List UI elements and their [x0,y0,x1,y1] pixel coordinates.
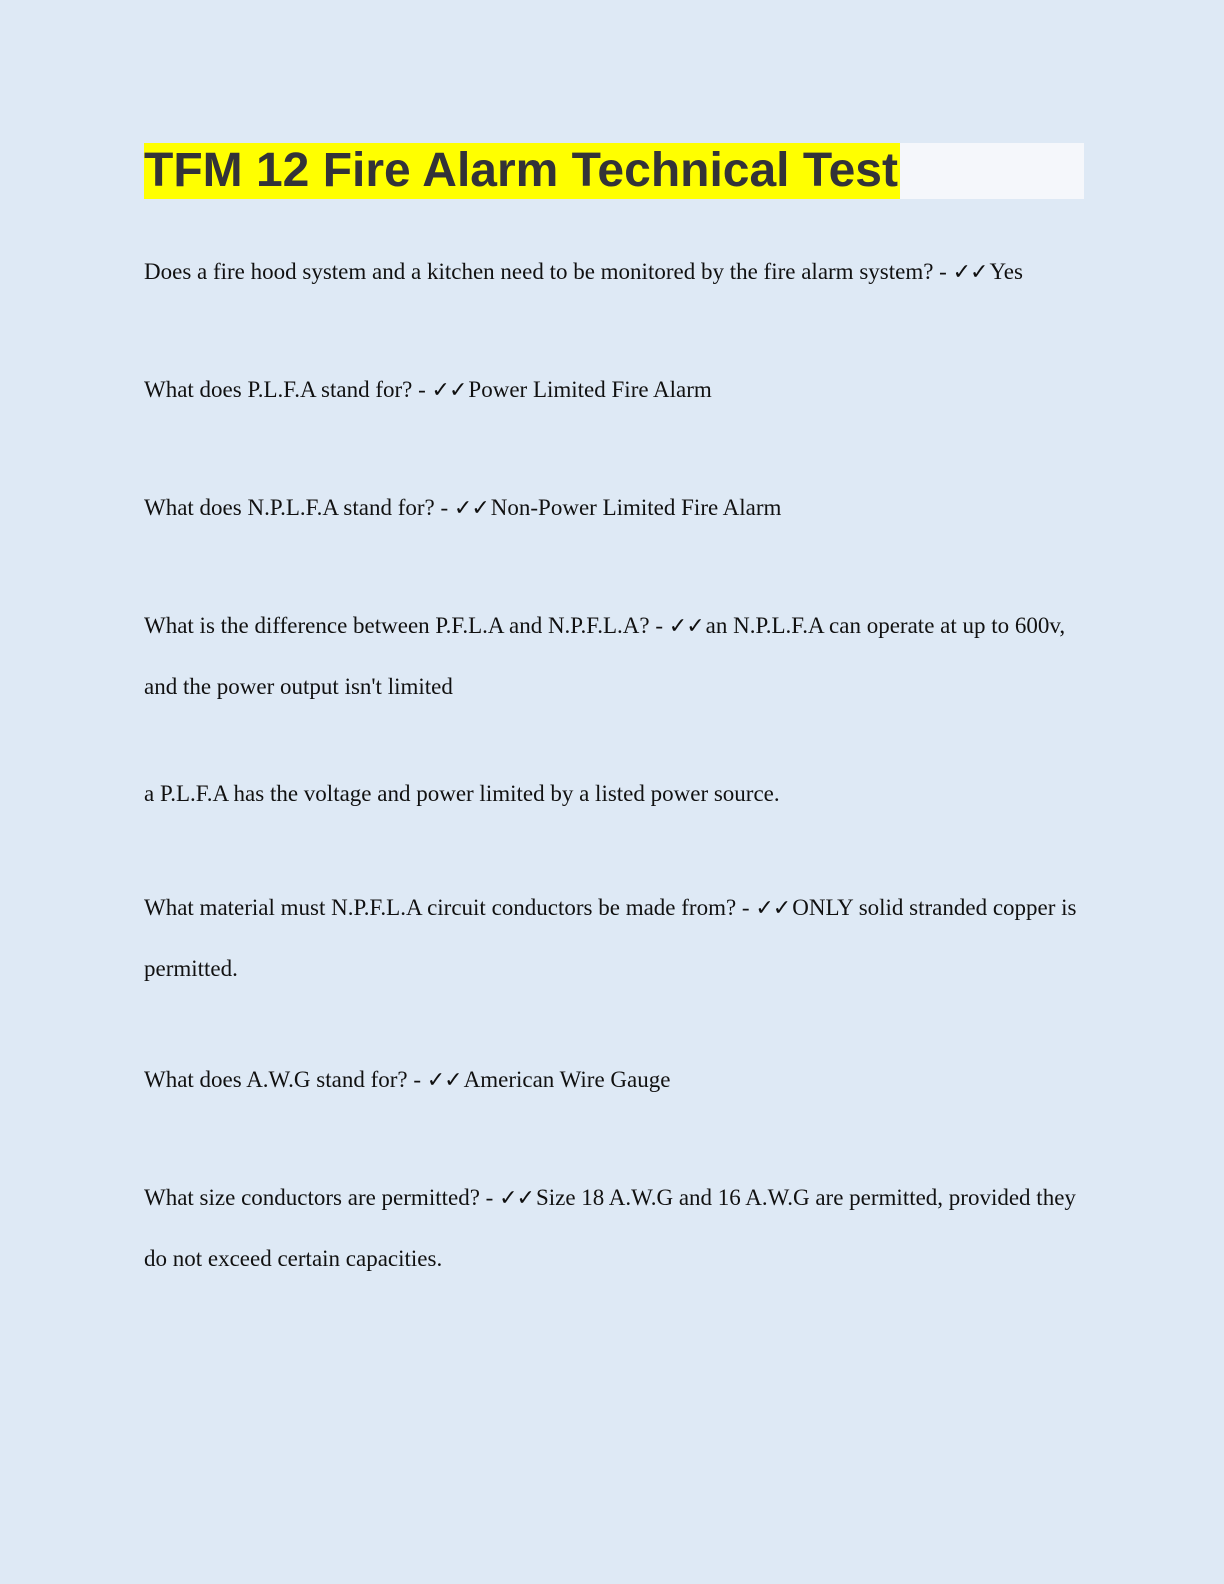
double-check-icon: ✓✓ [431,378,467,403]
qa-item-4-continuation: a P.L.F.A has the voltage and power limited by a listed power source. [144,781,780,806]
answer-text: ONLY solid stranded copper is permitted. [144,895,1077,981]
answer-text: an N.P.L.F.A can operate at up to 600v, and the power output isn't limited [144,613,1066,699]
question-text: Does a fire hood system and a kitchen need to be monitored by the fire alarm system? - [144,259,953,284]
answer-text: Yes [989,259,1023,284]
qa-item-3 [144,478,1084,539]
question-text: What is the difference between P.F.L.A and N.P.F.L.A? - [144,613,669,638]
qa-item-2 [144,360,1084,421]
question-text: What material must N.P.F.L.A circuit conductors be made from? - [144,895,756,920]
double-check-icon: ✓✓ [426,1068,462,1093]
double-check-icon: ✓✓ [668,614,704,639]
double-check-icon: ✓✓ [453,496,489,521]
question-text: What does N.P.L.F.A stand for? - [144,495,454,520]
double-check-icon: ✓✓ [952,260,988,285]
qa-item-6 [144,1050,1084,1111]
document-title: TFM 12 Fire Alarm Technical Test [144,144,898,197]
double-check-icon: ✓✓ [755,896,791,921]
answer-text: Non-Power Limited Fire Alarm [490,495,782,520]
qa-item-1 [144,242,1084,303]
qa-item-7 [144,1168,1084,1289]
question-text: What does A.W.G stand for? - [144,1067,427,1092]
answer-text: American Wire Gauge [463,1067,671,1092]
question-text: What size conductors are permitted? - [144,1185,500,1210]
qa-item-4 [144,596,1084,717]
qa-item-5 [144,878,1084,999]
question-text: What does P.L.F.A stand for? - [144,377,432,402]
title-block [144,143,1084,199]
answer-text: Size 18 A.W.G and 16 A.W.G are permitted, provided they do not exceed certain capacities. [144,1185,1076,1271]
double-check-icon: ✓✓ [499,1186,534,1211]
answer-text: Power Limited Fire Alarm [468,377,712,402]
